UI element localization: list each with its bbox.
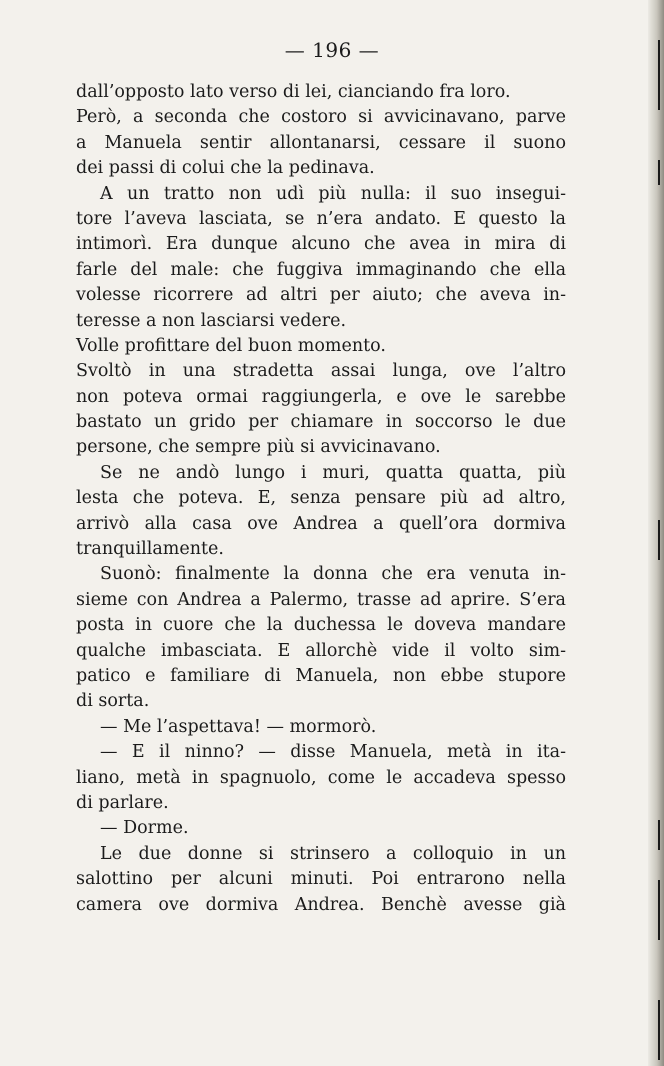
- text-line: — E il ninno? — disse Manuela, metà in ita-: [100, 742, 566, 763]
- page-number: — 196 —: [284, 38, 380, 62]
- text-line: dei passi di colui che la pedinava.: [76, 158, 375, 179]
- spine-mark: [658, 520, 660, 560]
- text-line: di parlare.: [76, 792, 169, 813]
- text-line: sieme con Andrea a Palermo, trasse ad aprire. S’era: [76, 589, 566, 610]
- text-line: Se ne andò lungo i muri, quatta quatta, più: [100, 462, 566, 483]
- text-line: intimorì. Era dunque alcuno che avea in mira di: [76, 234, 566, 255]
- text-line: — Dorme.: [100, 818, 189, 839]
- text-line: tore l’aveva lasciata, se n’era andato. E questo la: [76, 208, 566, 229]
- text-line: non poteva ormai raggiungerla, e ove le sarebbe: [76, 386, 566, 407]
- text-line: bastato un grido per chiamare in soccorso le due: [76, 412, 566, 433]
- text-line: volesse ricorrere ad altri per aiuto; che aveva in-: [76, 285, 566, 306]
- text-line: di sorta.: [76, 691, 150, 712]
- body-text: [76, 80, 566, 918]
- text-line: farle del male: che fuggiva immaginando che ella: [76, 259, 566, 280]
- text-line: Suonò: finalmente la donna che era venuta in-: [100, 564, 566, 585]
- spine-mark: [658, 1000, 660, 1060]
- spine-mark: [658, 880, 660, 940]
- text-line: patico e familiare di Manuela, non ebbe stupore: [76, 665, 566, 686]
- text-line: dall’opposto lato verso di lei, cianciando fra loro.: [76, 82, 511, 102]
- text-line: camera ove dormiva Andrea. Benchè avesse già: [76, 894, 566, 915]
- text-line: posta in cuore che la duchessa le doveva mandare: [76, 615, 566, 636]
- text-line: Volle profittare del buon momento.: [76, 335, 386, 356]
- text-line: salottino per alcuni minuti. Poi entrarono nella: [76, 869, 566, 890]
- spine-mark: [658, 820, 660, 850]
- text-line: lesta che poteva. E, senza pensare più ad altro,: [76, 488, 566, 509]
- text-line: Svoltò in una stradetta assai lunga, ove l’altro: [76, 361, 566, 382]
- text-line: a Manuela sentir allontanarsi, cessare il suono: [76, 132, 566, 153]
- spine-mark: [658, 160, 660, 185]
- text-line: qualche imbasciata. E allorchè vide il volto sim-: [76, 640, 566, 661]
- text-line: Però, a seconda che costoro si avvicinavano, parve: [76, 107, 566, 128]
- text-line: arrivò alla casa ove Andrea a quell’ora dormiva: [76, 513, 566, 534]
- text-line: A un tratto non udì più nulla: il suo insegui-: [100, 183, 566, 204]
- page-spine-edge: [648, 0, 664, 1066]
- text-line: tranquillamente.: [76, 539, 224, 560]
- text-line: persone, che sempre più si avvicinavano.: [76, 437, 441, 458]
- text-line: liano, metà in spagnuolo, come le accadeva spesso: [76, 767, 566, 788]
- spine-mark: [658, 40, 660, 110]
- text-line: — Me l’aspettava! — mormorò.: [100, 716, 377, 737]
- text-line: Le due donne si strinsero a colloquio in un: [100, 843, 566, 864]
- text-line: teresse a non lasciarsi vedere.: [76, 310, 347, 331]
